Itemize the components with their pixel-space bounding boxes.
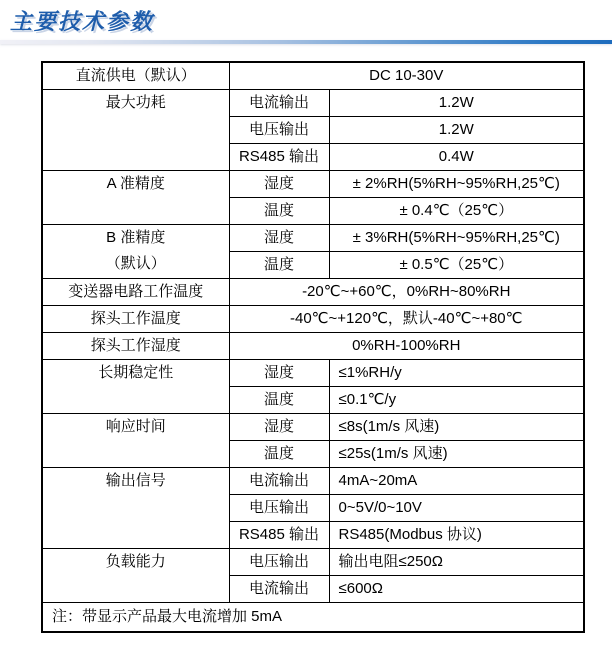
spec-sub-label-cell: 电压输出	[229, 495, 329, 522]
table-row	[42, 62, 584, 90]
spec-sub-label-cell: 温度	[229, 252, 329, 279]
spec-sub-label-cell: RS485 输出	[229, 144, 329, 171]
table-row	[42, 279, 584, 306]
table-row	[42, 90, 584, 117]
header-divider	[0, 40, 612, 44]
spec-value-cell: ≤1%RH/y	[329, 360, 584, 387]
spec-sub-label-cell: 电压输出	[229, 117, 329, 144]
spec-value-cell: 1.2W	[329, 90, 584, 117]
spec-value-cell: ± 2%RH(5%RH~95%RH,25℃)	[329, 171, 584, 198]
spec-value-cell: -20℃~+60℃，0%RH~80%RH	[229, 279, 584, 306]
spec-label-cell: 响应时间	[42, 414, 229, 468]
spec-value-cell: DC 10-30V	[229, 62, 584, 90]
spec-sub-label-cell: 温度	[229, 441, 329, 468]
spec-value-cell: 输出电阻≤250Ω	[329, 549, 584, 576]
spec-value-cell: -40℃~+120℃，默认-40℃~+80℃	[229, 306, 584, 333]
spec-value-cell: 0%RH-100%RH	[229, 333, 584, 360]
spec-sub-label-cell: 温度	[229, 198, 329, 225]
table-row	[42, 468, 584, 495]
spec-label-line: B 准精度	[106, 229, 166, 246]
spec-value-cell: ± 0.4℃（25℃）	[329, 198, 584, 225]
spec-value-cell: RS485(Modbus 协议)	[329, 522, 584, 549]
spec-value-cell: 4mA~20mA	[329, 468, 584, 495]
spec-sub-label-cell: 电流输出	[229, 90, 329, 117]
spec-label-cell: 探头工作湿度	[42, 333, 229, 360]
spec-label-line: （默认）	[105, 255, 166, 272]
table-row	[42, 360, 584, 387]
spec-sub-label-cell: 湿度	[229, 360, 329, 387]
spec-value-cell: 1.2W	[329, 117, 584, 144]
table-row	[42, 225, 584, 252]
table-row	[42, 603, 584, 633]
spec-value-cell: ≤8s(1m/s 风速)	[329, 414, 584, 441]
spec-value-cell: ≤25s(1m/s 风速)	[329, 441, 584, 468]
spec-sub-label-cell: 湿度	[229, 225, 329, 252]
table-row	[42, 306, 584, 333]
spec-sub-label-cell: 湿度	[229, 414, 329, 441]
page-title: 主要技术参数	[10, 9, 155, 34]
table-row	[42, 333, 584, 360]
spec-label-cell: 探头工作温度	[42, 306, 229, 333]
spec-label-cell: A 准精度	[42, 171, 229, 225]
table-row	[42, 414, 584, 441]
spec-sub-label-cell: RS485 输出	[229, 522, 329, 549]
spec-label-cell	[42, 225, 229, 279]
spec-sub-label-cell: 温度	[229, 387, 329, 414]
note-cell: 注：带显示产品最大电流增加 5mA	[42, 603, 584, 633]
spec-label-cell: 最大功耗	[42, 90, 229, 171]
spec-value-cell: ± 3%RH(5%RH~95%RH,25℃)	[329, 225, 584, 252]
spec-value-cell: 0.4W	[329, 144, 584, 171]
spec-label-cell: 直流供电（默认）	[42, 62, 229, 90]
spec-sub-label-cell: 电压输出	[229, 549, 329, 576]
spec-value-cell: ≤0.1℃/y	[329, 387, 584, 414]
table-row	[42, 549, 584, 576]
spec-table	[41, 61, 585, 633]
spec-label-cell: 长期稳定性	[42, 360, 229, 414]
spec-sub-label-cell: 电流输出	[229, 468, 329, 495]
spec-value-cell: 0~5V/0~10V	[329, 495, 584, 522]
spec-label-cell: 负载能力	[42, 549, 229, 603]
spec-label-cell: 输出信号	[42, 468, 229, 549]
spec-sub-label-cell: 湿度	[229, 171, 329, 198]
spec-value-cell: ± 0.5℃（25℃）	[329, 252, 584, 279]
table-row	[42, 171, 584, 198]
spec-value-cell: ≤600Ω	[329, 576, 584, 603]
spec-label-cell: 变送器电路工作温度	[42, 279, 229, 306]
spec-sub-label-cell: 电流输出	[229, 576, 329, 603]
